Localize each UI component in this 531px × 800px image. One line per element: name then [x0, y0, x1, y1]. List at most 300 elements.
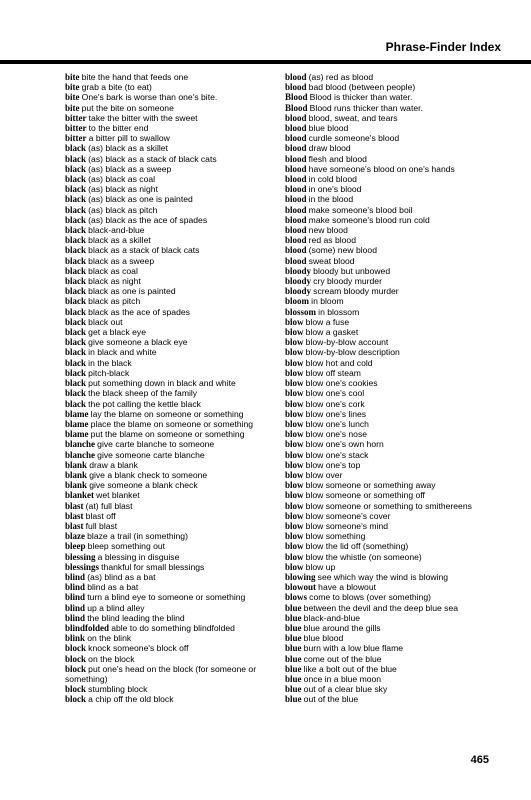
index-phrase: blow someone or something away — [305, 480, 436, 491]
index-entry — [285, 307, 517, 317]
index-phrase: black as a stack of black cats — [88, 245, 200, 256]
index-entry — [65, 256, 297, 266]
index-keyword: blanket — [65, 490, 95, 501]
index-entry — [285, 378, 517, 388]
index-keyword: blindfolded — [65, 622, 110, 633]
index-phrase: blind as a bat — [87, 582, 139, 593]
index-entry — [65, 694, 297, 704]
index-phrase: out of a clear blue sky — [303, 684, 388, 695]
index-keyword: black — [65, 184, 87, 195]
index-phrase: black-and-blue — [88, 225, 145, 236]
index-entry — [65, 501, 297, 511]
index-entry — [285, 603, 517, 613]
index-keyword: blow — [285, 480, 304, 491]
index-phrase: cry bloody murder — [313, 276, 382, 287]
index-entry — [285, 399, 517, 409]
index-phrase: like a bolt out of the blue — [303, 663, 397, 674]
index-entry — [65, 154, 297, 164]
index-entry — [65, 296, 297, 306]
index-keyword: block — [65, 653, 87, 664]
index-entry — [65, 225, 297, 235]
index-phrase: blast off — [85, 510, 116, 521]
index-phrase: the blind leading the blind — [87, 612, 185, 623]
index-keyword: blow — [285, 449, 304, 460]
index-entry — [65, 276, 297, 286]
index-entry — [65, 654, 297, 664]
index-keyword: blood — [285, 225, 307, 236]
index-keyword: blanche — [65, 449, 96, 460]
page-number: 465 — [470, 754, 489, 766]
index-keyword: blue — [285, 633, 302, 644]
index-entry — [65, 347, 297, 357]
index-entry — [65, 72, 297, 82]
index-keyword: blame — [65, 408, 89, 419]
index-entry — [285, 256, 517, 266]
index-phrase: black-and-blue — [303, 612, 361, 623]
index-phrase: blow off steam — [305, 367, 361, 378]
index-phrase: blow one's cookies — [305, 378, 378, 389]
index-phrase: between the devil and the deep blue sea — [303, 602, 459, 613]
index-keyword: block — [65, 684, 87, 695]
index-phrase: blow one's cork — [305, 398, 365, 409]
index-entry — [285, 184, 517, 194]
index-phrase: come out of the blue — [303, 653, 382, 664]
index-phrase: draw a blank — [89, 459, 138, 470]
index-phrase: a chip off the old block — [88, 694, 174, 705]
index-keyword: blue — [285, 612, 302, 623]
index-phrase: black out — [88, 316, 123, 327]
index-phrase: put the bite on someone — [81, 102, 174, 113]
index-keyword: blank — [65, 469, 88, 480]
index-keyword: black — [65, 204, 87, 215]
index-keyword: blow — [285, 429, 304, 440]
index-phrase: wet blanket — [96, 490, 140, 501]
index-keyword: blow — [285, 531, 304, 542]
index-keyword: blast — [65, 500, 84, 511]
index-entry — [285, 225, 517, 235]
index-keyword: blow — [285, 561, 304, 572]
index-keyword: blow — [285, 500, 304, 511]
index-keyword: blue — [285, 673, 302, 684]
index-entry — [65, 378, 297, 388]
index-entry — [285, 235, 517, 245]
index-keyword: bitter — [65, 112, 87, 123]
index-entry — [65, 480, 297, 490]
index-entry — [285, 664, 517, 674]
index-entry — [65, 194, 297, 204]
index-phrase: flesh and blood — [308, 153, 367, 164]
index-keyword: blessing — [65, 551, 96, 562]
index-keyword: bloody — [285, 276, 312, 287]
index-phrase: bleep something out — [87, 541, 166, 552]
index-phrase: Blood runs thicker than water. — [309, 102, 423, 113]
index-phrase: come to blows (over something) — [309, 592, 431, 603]
index-phrase: full blast — [85, 520, 118, 531]
index-phrase: on the block — [88, 653, 135, 664]
index-keyword: bloody — [285, 265, 312, 276]
index-phrase: in cold blood — [308, 174, 357, 185]
index-phrase: lay the blame on someone or something — [90, 408, 244, 419]
index-phrase: in bloom — [311, 296, 344, 307]
index-entry — [65, 450, 297, 460]
index-keyword: Blood — [285, 102, 308, 113]
index-keyword: blow — [285, 418, 304, 429]
index-keyword: blue — [285, 602, 302, 613]
index-entry — [285, 572, 517, 582]
index-entry — [285, 541, 517, 551]
index-keyword: blow — [285, 408, 304, 419]
index-keyword: blood — [285, 214, 307, 225]
index-column-right — [285, 72, 517, 705]
index-phrase: blow hot and cold — [305, 357, 373, 368]
index-entry — [65, 266, 297, 276]
index-entry — [285, 143, 517, 153]
index-keyword: blaze — [65, 531, 85, 542]
index-entry — [65, 235, 297, 245]
index-keyword: blue — [285, 684, 302, 695]
index-keyword: blank — [65, 459, 88, 470]
index-keyword: blood — [285, 72, 307, 82]
index-keyword: blow — [285, 520, 304, 531]
index-entry — [65, 429, 297, 439]
index-phrase: a blessing in disguise — [97, 551, 180, 562]
index-keyword: black — [65, 367, 87, 378]
index-phrase: black as coal — [88, 265, 138, 276]
index-keyword: blast — [65, 520, 84, 531]
index-phrase: in blossom — [318, 306, 360, 317]
index-phrase: sweat blood — [308, 255, 355, 266]
index-phrase: take the bitter with the sweet — [88, 112, 198, 123]
index-phrase: One's bark is worse than one's bite. — [81, 92, 218, 103]
index-keyword: blink — [65, 633, 86, 644]
index-keyword: black — [65, 143, 87, 154]
index-phrase: (as) black as a sweep — [88, 163, 172, 174]
index-phrase: the pot calling the kettle black — [88, 398, 201, 409]
index-phrase: give someone a blank check — [89, 480, 198, 491]
index-phrase: (as) black as the ace of spades — [88, 214, 208, 225]
index-phrase: (some) new blood — [308, 245, 377, 256]
index-keyword: blind — [65, 582, 86, 593]
index-keyword: black — [65, 163, 87, 174]
index-keyword: blue — [285, 643, 302, 654]
index-entry — [65, 205, 297, 215]
index-phrase: blow someone or something off — [305, 490, 425, 501]
index-entry — [65, 286, 297, 296]
index-entry — [65, 531, 297, 541]
index-entry — [65, 439, 297, 449]
index-keyword: black — [65, 265, 87, 276]
index-entry — [285, 123, 517, 133]
index-keyword: blood — [285, 82, 307, 93]
index-keyword: blowing — [285, 571, 316, 582]
index-entry — [285, 266, 517, 276]
index-entry — [65, 633, 297, 643]
index-phrase: place the blame on someone or something — [90, 418, 254, 429]
index-phrase: in black and white — [88, 347, 157, 358]
index-entry — [65, 684, 297, 694]
index-phrase: put the blame on someone or something — [90, 429, 245, 440]
index-entry — [285, 164, 517, 174]
index-phrase: black as one is painted — [88, 286, 176, 297]
index-keyword: bite — [65, 72, 80, 82]
index-keyword: block — [65, 643, 87, 654]
index-phrase: (as) black as coal — [88, 174, 156, 185]
header-rule — [0, 60, 531, 64]
index-keyword: black — [65, 357, 87, 368]
index-entry — [65, 133, 297, 143]
index-entry — [65, 327, 297, 337]
index-phrase: blow one's own horn — [305, 439, 384, 450]
index-phrase: blow one's cool — [305, 388, 365, 399]
index-phrase: Blood is thicker than water. — [309, 92, 413, 103]
index-keyword: black — [65, 276, 87, 287]
index-phrase: pitch-black — [88, 367, 130, 378]
index-entry — [285, 296, 517, 306]
index-phrase: (at) full blast — [85, 500, 133, 511]
index-entry — [285, 358, 517, 368]
index-phrase: (as) black as pitch — [88, 204, 158, 215]
index-keyword: black — [65, 225, 87, 236]
index-keyword: black — [65, 214, 87, 225]
index-entry — [65, 399, 297, 409]
index-phrase: knock someone's block off — [88, 643, 189, 654]
index-entry — [285, 490, 517, 500]
index-entry — [65, 164, 297, 174]
index-keyword: blame — [65, 418, 89, 429]
index-keyword: black — [65, 286, 87, 297]
index-keyword: blind — [65, 592, 86, 603]
index-phrase: blow one's top — [305, 459, 361, 470]
index-keyword: black — [65, 306, 87, 317]
index-entry — [65, 582, 297, 592]
index-phrase: blow up — [305, 561, 336, 572]
index-entry — [65, 123, 297, 133]
index-keyword: blow — [285, 357, 304, 368]
index-keyword: bloody — [285, 286, 312, 297]
index-keyword: blood — [285, 204, 307, 215]
index-entry — [65, 592, 297, 602]
index-keyword: blood — [285, 123, 307, 134]
index-phrase: blood, sweat, and tears — [308, 112, 398, 123]
index-keyword: blood — [285, 184, 307, 195]
index-keyword: blow — [285, 367, 304, 378]
index-keyword: black — [65, 388, 87, 399]
index-keyword: bite — [65, 102, 80, 113]
index-entry — [65, 470, 297, 480]
index-phrase: the black sheep of the family — [88, 388, 198, 399]
index-phrase: (as) black as one is painted — [88, 194, 193, 205]
index-entry — [285, 694, 517, 704]
index-entry — [65, 215, 297, 225]
index-phrase: see which way the wind is blowing — [317, 571, 449, 582]
index-phrase: black as a sweep — [88, 255, 155, 266]
index-entry — [285, 654, 517, 664]
index-entry — [285, 154, 517, 164]
index-phrase: blow something — [305, 531, 366, 542]
index-phrase: draw blood — [308, 143, 351, 154]
index-entry — [285, 113, 517, 123]
index-phrase: (as) blind as a bat — [87, 571, 156, 582]
index-entry — [285, 460, 517, 470]
index-keyword: blast — [65, 510, 84, 521]
index-entry — [65, 103, 297, 113]
index-keyword: blood — [285, 194, 307, 205]
index-entry — [65, 184, 297, 194]
index-entry — [65, 419, 297, 429]
index-keyword: black — [65, 316, 87, 327]
index-phrase: blow a fuse — [305, 316, 350, 327]
index-phrase: up a blind alley — [87, 602, 145, 613]
index-phrase: new blood — [308, 225, 348, 236]
index-phrase: black as the ace of spades — [88, 306, 190, 317]
index-entry — [285, 480, 517, 490]
index-keyword: blow — [285, 510, 304, 521]
index-keyword: blossom — [285, 306, 317, 317]
index-phrase: have a blowout — [318, 582, 376, 593]
index-phrase: have someone's blood on one's hands — [308, 163, 455, 174]
index-keyword: bleep — [65, 541, 86, 552]
index-entry — [285, 133, 517, 143]
index-keyword: blow — [285, 469, 304, 480]
index-entry — [65, 562, 297, 572]
index-phrase: stumbling block — [88, 684, 148, 695]
index-keyword: blood — [285, 255, 307, 266]
index-entry — [285, 347, 517, 357]
index-column-left — [65, 72, 297, 705]
index-keyword: blue — [285, 653, 302, 664]
index-phrase: blue blood — [308, 123, 349, 134]
index-entry — [65, 82, 297, 92]
index-phrase: blow-by-blow description — [305, 347, 400, 358]
index-keyword: black — [65, 398, 87, 409]
index-keyword: blue — [285, 663, 302, 674]
index-phrase: once in a blue moon — [303, 673, 382, 684]
index-phrase: put one's head on the block (for someone or something) — [65, 663, 257, 684]
index-phrase: able to do something blindfolded — [111, 622, 235, 633]
index-entry — [65, 643, 297, 653]
index-entry — [65, 143, 297, 153]
index-entry — [285, 470, 517, 480]
index-entry — [65, 174, 297, 184]
index-keyword: black — [65, 337, 87, 348]
index-phrase: make someone's blood run cold — [308, 214, 430, 225]
index-keyword: black — [65, 296, 87, 307]
index-phrase: blow one's stack — [305, 449, 369, 460]
index-entry — [285, 633, 517, 643]
index-keyword: blow — [285, 490, 304, 501]
index-phrase: bloody but unbowed — [313, 265, 391, 276]
index-entry — [285, 643, 517, 653]
index-phrase: blow one's nose — [305, 429, 368, 440]
index-keyword: bloom — [285, 296, 310, 307]
index-phrase: in the black — [88, 357, 132, 368]
index-entry — [65, 613, 297, 623]
index-entry — [65, 490, 297, 500]
index-keyword: black — [65, 327, 87, 338]
index-keyword: blow — [285, 439, 304, 450]
index-keyword: blood — [285, 112, 307, 123]
index-phrase: (as) black as a skillet — [88, 143, 168, 154]
index-entry — [65, 541, 297, 551]
index-keyword: blind — [65, 602, 86, 613]
index-entry — [285, 552, 517, 562]
index-phrase: black as a skillet — [88, 235, 151, 246]
index-phrase: scream bloody murder — [313, 286, 399, 297]
index-phrase: blow one's lunch — [305, 418, 369, 429]
index-keyword: blood — [285, 143, 307, 154]
index-entry — [285, 103, 517, 113]
index-phrase: blow someone's cover — [305, 510, 391, 521]
index-keyword: block — [65, 694, 87, 705]
index-phrase: in one's blood — [308, 184, 362, 195]
index-phrase: out of the blue — [303, 694, 359, 705]
index-entry — [285, 215, 517, 225]
index-keyword: bitter — [65, 123, 87, 134]
index-phrase: give someone a black eye — [88, 337, 188, 348]
index-keyword: black — [65, 235, 87, 246]
index-entry — [65, 368, 297, 378]
index-phrase: make someone's blood boil — [308, 204, 413, 215]
index-keyword: blood — [285, 235, 307, 246]
index-entry — [285, 286, 517, 296]
index-keyword: blank — [65, 480, 88, 491]
index-phrase: on the blink — [87, 633, 132, 644]
index-entry — [285, 684, 517, 694]
index-keyword: blessings — [65, 561, 100, 572]
index-entry — [285, 194, 517, 204]
index-phrase: give carte blanche to someone — [97, 439, 215, 450]
index-keyword: Blood — [285, 92, 308, 103]
index-entry — [285, 674, 517, 684]
index-keyword: bite — [65, 82, 80, 93]
index-entry — [65, 113, 297, 123]
index-entry — [285, 501, 517, 511]
index-phrase: grab a bite (to eat) — [81, 82, 152, 93]
index-entry — [65, 664, 297, 684]
index-phrase: blow someone or something to smithereens — [305, 500, 472, 511]
index-entry — [285, 450, 517, 460]
index-entry — [285, 337, 517, 347]
index-entry — [285, 429, 517, 439]
index-keyword: black — [65, 153, 87, 164]
index-entry — [285, 511, 517, 521]
index-keyword: blow — [285, 459, 304, 470]
index-phrase: (as) black as night — [88, 184, 158, 195]
index-phrase: get a black eye — [88, 327, 146, 338]
index-keyword: blind — [65, 612, 86, 623]
index-keyword: black — [65, 174, 87, 185]
index-keyword: black — [65, 255, 87, 266]
index-entry — [65, 317, 297, 327]
index-phrase: to the bitter end — [88, 123, 149, 134]
index-phrase: blow-by-blow account — [305, 337, 389, 348]
index-phrase: blow one's lines — [305, 408, 367, 419]
index-phrase: blow someone's mind — [305, 520, 389, 531]
index-phrase: blow over — [305, 469, 343, 480]
index-phrase: (as) black as a stack of black cats — [88, 153, 217, 164]
index-phrase: bad blood (between people) — [308, 82, 416, 93]
index-entry — [285, 368, 517, 378]
index-entry — [65, 521, 297, 531]
index-keyword: black — [65, 245, 87, 256]
index-keyword: blow — [285, 551, 304, 562]
index-entry — [285, 439, 517, 449]
index-entry — [65, 623, 297, 633]
index-keyword: blame — [65, 429, 89, 440]
index-entry — [65, 388, 297, 398]
index-phrase: give a blank check to someone — [89, 469, 208, 480]
index-entry — [285, 419, 517, 429]
